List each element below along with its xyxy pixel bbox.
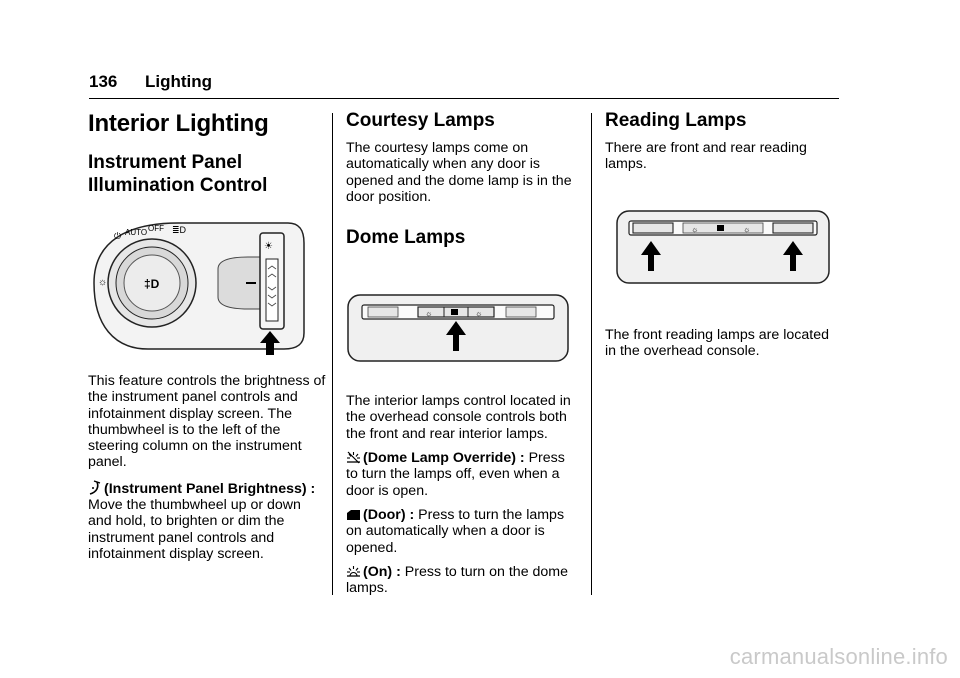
dome-lamp-override-icon	[346, 450, 361, 464]
column-1	[88, 110, 328, 562]
item-on	[346, 564, 578, 597]
section-title: Lighting	[145, 72, 213, 91]
paragraph-reading-lamps: There are front and rear reading lamps.	[605, 140, 807, 173]
section-heading-instrument-panel: Instrument Panel Illumination Control	[88, 152, 268, 196]
watermark: carmanualsonline.info	[729, 644, 948, 669]
item-label-on: (On) :	[363, 563, 401, 580]
page-header	[89, 72, 839, 98]
column-divider-1	[332, 113, 333, 595]
door-icon	[346, 509, 361, 521]
item-instrument-panel-brightness	[88, 480, 328, 562]
item-text-on: Press to turn on the dome lamps.	[346, 563, 569, 597]
item-text-door: Press to turn the lamps on automatically when a door is opened.	[346, 506, 565, 556]
section-heading-courtesy-lamps: Courtesy Lamps	[346, 110, 495, 131]
svg-text:≣D: ≣D	[172, 225, 187, 235]
svg-text:☼: ☼	[475, 309, 483, 319]
svg-text:☼: ☼	[98, 277, 108, 288]
item-text-dome-override: Press to turn the lamps off, even when a door is open.	[346, 450, 565, 499]
column-2	[346, 110, 578, 596]
header-rule	[89, 98, 839, 99]
svg-text:‡D: ‡D	[144, 277, 160, 291]
item-label-dome-override: (Dome Lamp Override) :	[363, 450, 525, 467]
section-heading-reading-lamps: Reading Lamps	[605, 110, 747, 131]
paragraph-dome-lamps: The interior lamps control located in the overhead console controls both the front and rear interior lamps.	[346, 393, 571, 442]
svg-text:☼: ☼	[743, 224, 751, 234]
column-3	[605, 110, 837, 359]
item-text-brightness: Move the thumbwheel up or down and hold, to brighten or dim the instrument panel controls and infotainment display screen.	[88, 497, 301, 562]
reading-lamp-console-figure	[605, 209, 833, 289]
page-number: 136	[89, 72, 118, 91]
headlamp-switch-figure	[88, 221, 320, 357]
paragraph-instrument-panel: This feature controls the brightness of the instrument panel controls and infotainment display screen. The thumbwheel is to the left of the steering column on the instrument panel.	[88, 373, 326, 471]
item-label-door: (Door) :	[363, 506, 415, 523]
svg-text:☀: ☀	[264, 241, 273, 252]
svg-text:☼: ☼	[691, 224, 699, 234]
svg-text:⏻: ⏻	[114, 231, 122, 241]
instrument-brightness-icon	[88, 480, 102, 495]
dome-lamp-on-icon	[346, 564, 361, 578]
svg-text:☼: ☼	[425, 309, 433, 319]
paragraph-courtesy-lamps: The courtesy lamps come on automatically when any door is opened and the dome lamp is in the door position.	[346, 140, 572, 205]
item-label-brightness: (Instrument Panel Brightness) :	[104, 480, 316, 497]
page-title: Interior Lighting	[88, 110, 269, 137]
item-dome-lamp-override	[346, 450, 578, 499]
paragraph-front-reading-lamps: The front reading lamps are located in the overhead console.	[605, 326, 829, 359]
figure-label-auto: AUTO	[125, 228, 148, 237]
item-door	[346, 507, 578, 556]
figure-label-off: OFF	[148, 224, 164, 233]
section-heading-dome-lamps: Dome Lamps	[346, 227, 466, 249]
column-divider-2	[591, 113, 592, 595]
dome-lamp-console-figure	[346, 291, 572, 367]
